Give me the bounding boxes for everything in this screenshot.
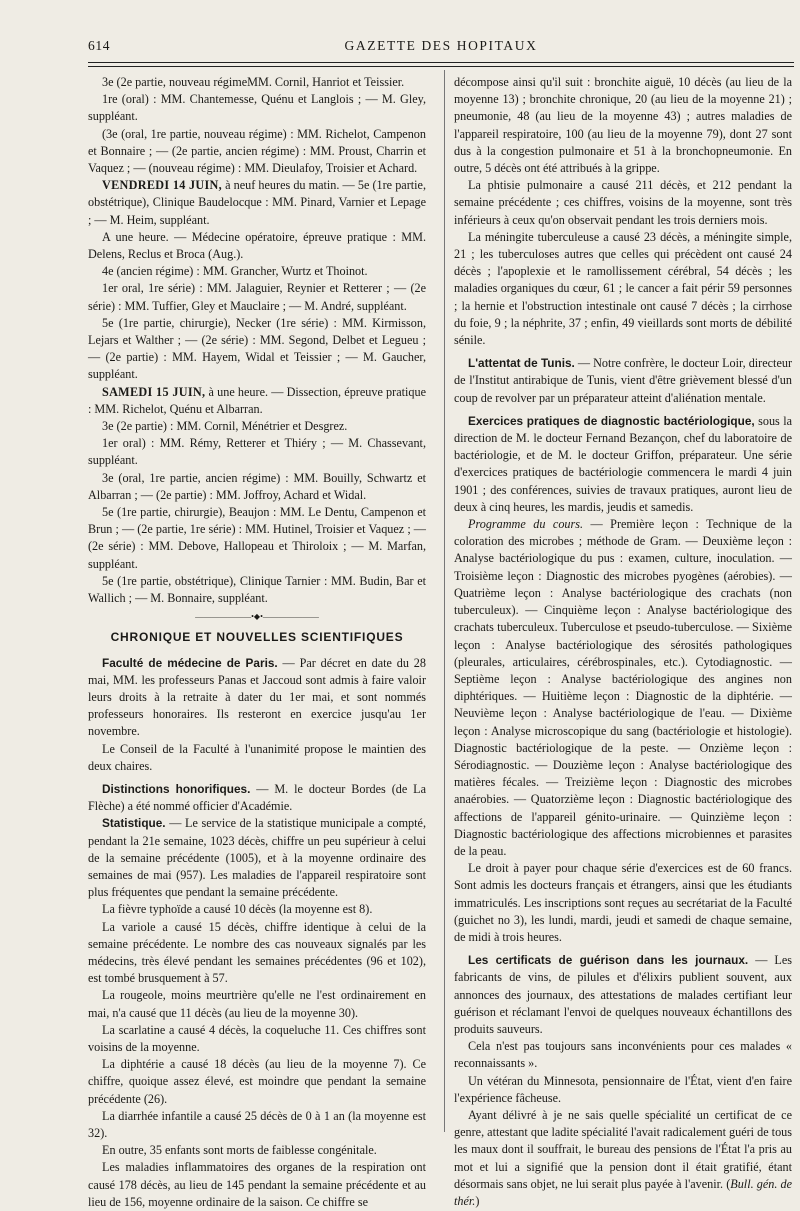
exam-entry: A une heure. — Médecine opératoire, épreuve pratique : MM. Delens, Reclus et Broca (Aug.). <box>88 229 426 262</box>
news-title: Exercices pratiques de diagnostic bactériologique, <box>468 413 755 428</box>
programme-label: Programme du cours. <box>468 517 584 532</box>
exam-entry: 5e (1re partie, obstétrique), Clinique Tarnier : MM. Budin, Bar et Wallich ; — M. Bonnaire, suppléant. <box>88 573 426 606</box>
news-paragraph: décompose ainsi qu'il suit : bronchite aiguë, 10 décès (au lieu de la moyenne 13) ; bronchite chronique, 20 (au lieu de la moyenne 21) ; pneumonie, 48 (au lieu de la moyenne 43) ; autres maladies de l'appareil respiratoire, 100 (au lieu de la moyenne 79), dont 27 sont dus à la congestion pulmonaire et 51 à la bronchopneumonie. En outre, 5 décès ont été attribués à la grippe. <box>454 75 792 176</box>
exam-entry: 1er oral, 1re série) : MM. Jalaguier, Reynier et Retterer ; — (2e série) : MM. Tuffier, Gley et Mauclaire ; — M. André, suppléant. <box>88 281 426 313</box>
news-paragraph: Le droit à payer pour chaque série d'exercices est de 60 francs. Sont admis les docteurs français et étrangers, ainsi que les étudiants immatriculés. Les inscriptions sont reçues au secrétariat de la Faculté (guichet no 3), les lundi, mardi, jeudi et samedi de chaque semaine, de midi à trois heures. <box>454 861 792 944</box>
exam-day-entry <box>88 384 426 418</box>
running-title: GAZETTE DES HOPITAUX <box>344 38 538 53</box>
news-item <box>88 815 426 901</box>
exam-entry: 3e (2e partie) : MM. Cornil, Ménétrier et Desgrez. <box>102 419 348 434</box>
day-heading: VENDREDI 14 JUIN, <box>102 178 223 193</box>
news-text: — Le service de la statistique municipale a compté, pendant la 21e semaine, 1023 décès, chiffre un peu supérieur à celui de la semaine précédente (1005), et à la moyenne ordinaire des semaines de mai (957). Les maladies de l'appareil respiratoire sont plus fréquentes que pendant la semaine précédente. <box>88 816 426 900</box>
news-item <box>454 355 792 407</box>
news-item <box>88 655 426 741</box>
news-paragraph: En outre, 35 enfants sont morts de faiblesse congénitale. <box>102 1143 377 1158</box>
exam-entry: 3e (oral, 1re partie, ancien régime) : MM. Bouilly, Schwartz et Albarran ; — (2e partie) : MM. Joffroy, Achard et Widal. <box>88 470 426 502</box>
exam-day-entry <box>88 177 426 229</box>
exam-entry: (3e (oral, 1re partie, nouveau régime) : MM. Richelot, Campenon et Bonnaire ; — (2e partie, ancien régime) : MM. Proust, Charrin et Vaquez ; — (nouveau régime) : MM. Dieulafoy, Troisier et Achard. <box>88 126 426 176</box>
exam-entry: 3e (2e partie, nouveau régimeMM. Cornil, Hanriot et Teissier. <box>102 75 405 89</box>
news-title: L'attentat de Tunis. <box>468 356 575 371</box>
left-column <box>88 74 427 1209</box>
news-title: Faculté de médecine de Paris. <box>102 655 278 670</box>
news-text: — M. le docteur Bordes (de La Flèche) a été nommé officier d'Académie. <box>88 781 427 814</box>
news-paragraph: La rougeole, moins meurtrière qu'elle ne l'est ordinairement en mai, n'a causé que 11 décès (au lieu de la moyenne 30). <box>88 988 426 1020</box>
header-rule <box>88 62 794 67</box>
news-text: ) <box>475 1194 480 1208</box>
exam-entry: 5e (1re partie, chirurgie), Necker (1re série) : MM. Kirmisson, Lejars et Walther ; — (2e série) : MM. Segond, Delbet et Legueu ; — (2e partie) : MM. Hayem, Widal et Teissier ; — M. Gaucher, suppléant. <box>88 315 426 382</box>
news-paragraph: Cela n'est pas toujours sans inconvénients pour ces malades « reconnaissants ». <box>454 1039 792 1071</box>
page-number: 614 <box>88 38 111 53</box>
exam-entry-text: à une heure. — Dissection, épreuve pratique : MM. Richelot, Quénu et Albarran. <box>88 384 426 416</box>
news-title: Distinctions honorifiques. <box>102 781 251 796</box>
news-title: Les certificats de guérison dans les journaux. <box>468 953 749 968</box>
exam-entry: 5e (1re partie, chirurgie), Beaujon : MM. Le Dentu, Campenon et Brun ; — (2e partie, 1re série) : MM. Hutinel, Troisier et Vaquez ; — (2e série) : MM. Debove, Hallopeau et Thiroloix ; — M. Marfan, suppléant. <box>88 505 426 571</box>
exam-entry: 1er oral) : MM. Rémy, Retterer et Thiéry ; — M. Chassevant, suppléant. <box>88 436 426 468</box>
news-paragraph <box>454 1107 792 1210</box>
news-paragraph: Les maladies inflammatoires des organes de la respiration ont causé 178 décès, au lieu de 145 pendant la semaine précédente et au lieu de 156, moyenne ordinaire de la saison. Ce chiffre se <box>88 1160 426 1209</box>
section-ornament: ———————•◆•——————— <box>195 612 319 622</box>
news-item <box>454 516 792 860</box>
right-column <box>454 74 793 1208</box>
exam-entry: 1re (oral) : MM. Chantemesse, Quénu et Langlois ; — M. Gley, suppléant. <box>88 92 426 124</box>
news-paragraph: La scarlatine a causé 4 décès, la coqueluche 11. Ces chiffres sont voisins de la moyenne. <box>88 1022 426 1054</box>
news-paragraph: La phtisie pulmonaire a causé 211 décès, et 212 pendant la semaine précédente ; ces chiffres, voisins de la moyenne, sont très inférieurs à ceux qu'on observait pendant les trois derniers mois. <box>454 178 792 227</box>
news-item <box>454 952 792 1038</box>
news-item <box>88 781 426 815</box>
news-text: — Les fabricants de vins, de pilules et d'élixirs publient souvent, aux annonces des journaux, des attestations de malades certifiant leur guérison et réclamant l'envoi de quelques nouveaux échantillons des produits sauveurs. <box>454 953 792 1036</box>
programme-text: — Première leçon : Technique de la coloration des microbes ; méthode de Gram. — Deuxième leçon : Analyse bactériologique du pus : examen, culture, inoculation. — Troisième leçon : Diagnostic des microbes pyogènes (aérobies). — Quatrième leçon : Analyse bactériologique des crachats (non tuberculeux). — Cinquième leçon : Analyse bactériologique des crachats tuberculeux. Tuberculose et pseudo-tuberculose. — Sixième leçon : Analyse bactériologique des sérosités pathologiques (pleurales, articulaires, cérébrospinales, etc.). Cytodiagnostic. — Septième leçon : Analyse bactériologique des angines non diphtériques. — Huitième leçon : Diagnostic de la diphtérie. — Neuvième leçon : Analyse bactériologique de l'eau. — Dixième leçon : Analyse microscopique du sang (bactériologie et histologie). Diagnostic bactériologique de la peste. — Onzième leçon : Sérodiagnostic. — Douzième leçon : Analyse bactériologique des matières fécales. — Treizième leçon : Diagnostic des microbes anaérobies. — Quatorzième leçon : Diagnostic bactériologique des affections de l'appareil génito-urinaire. — Quinzième leçon : Diagnostic bactériologique des affections microbiennes et parasites de la peau. <box>454 517 792 858</box>
news-text: — Par décret en date du 28 mai, MM. les professeurs Panas et Jaccoud sont admis à faire valoir leurs droits à la retraite à dater du 1er mai, et sont nommés professeurs honoraires. Ils resteront en exercice jusqu'au 1er novembre. <box>88 655 426 739</box>
news-paragraph: Un vétéran du Minnesota, pensionnaire de l'État, vient d'en faire l'expérience fâcheuse. <box>454 1073 792 1105</box>
column-divider <box>444 70 445 1132</box>
news-item <box>454 413 792 516</box>
news-paragraph: La fièvre typhoïde a causé 10 décès (la moyenne est 8). <box>102 902 373 917</box>
news-paragraph: La diarrhée infantile a causé 25 décès de 0 à 1 an (la moyenne est 32). <box>88 1108 426 1140</box>
news-title: Statistique. <box>102 816 166 831</box>
news-paragraph: La variole a causé 15 décès, chiffre identique à celui de la semaine précédente. Le nombre des cas nouveaux signalés par les médecins, très élevé pendant les semaines précédentes (96 et 102), est tombé brusquement à 57. <box>88 919 426 986</box>
news-text: sous la direction de M. le docteur Fernand Bezançon, chef du laboratoire de bactériologie, et de M. le docteur Griffon, préparateur. Une série d'exercices pratiques de bactériologie commencera le mardi 4 juin 1901 ; des conférences, suivies de travaux pratiques, auront lieu de deux à cinq heures, les mardis, jeudis et samedis. <box>454 413 792 514</box>
news-text: — Notre confrère, le docteur Loir, directeur de l'Institut antirabique de Tunis, vient d'être grièvement blessé d'un coup de revolver par un préparateur atteint d'aliénation mentale. <box>454 356 793 405</box>
page-header <box>88 38 794 58</box>
news-paragraph: Le Conseil de la Faculté à l'unanimité propose le maintien des deux chaires. <box>88 741 426 773</box>
day-heading: SAMEDI 15 JUIN, <box>102 384 206 399</box>
news-paragraph: La méningite tuberculeuse a causé 23 décès, a méningite simple, 21 ; les tuberculoses autres que celles qui précèdent ont causé 24 décès ; l'apoplexie et le ramollissement cérébral, 54 décès ; les maladies organiques du cœur, 61 ; le cancer a fait périr 59 personnes ; la hernie et l'obstruction intestinale ont causé 7 décès ; la cirrhose du foie, 9 ; la néphrite, 37 ; enfin, 49 vieillards sont morts de débilité sénile. <box>454 229 792 348</box>
section-heading: CHRONIQUE ET NOUVELLES SCIENTIFIQUES <box>110 630 404 645</box>
news-text: Ayant délivré à je ne sais quelle spécialité un certificat de ce genre, attestant que ladite spécialité l'avait radicalement guéri de tous les maux dont il souffrait, le bureau des pensions de l'État l'a pris au mot et lui a signifié que la pension dont il était gratifié, étant désormais sans objet, ne lui serait plus payée à l'avenir. ( <box>454 1107 792 1191</box>
source-citation: Bull. gén. de thér. <box>454 1176 792 1208</box>
exam-entry-text: à neuf heures du matin. — 5e (1re partie, obstétrique), Clinique Baudelocque : MM. Pinard, Varnier et Lepage ; — M. Heim, suppléant. <box>88 178 426 227</box>
news-paragraph: La diphtérie a causé 18 décès (au lieu de la moyenne 7). Ce chiffre, quoique assez élevé, est moindre que pendant la semaine précédente (26). <box>88 1057 426 1106</box>
exam-entry: 4e (ancien régime) : MM. Grancher, Wurtz et Thoinot. <box>102 264 368 279</box>
